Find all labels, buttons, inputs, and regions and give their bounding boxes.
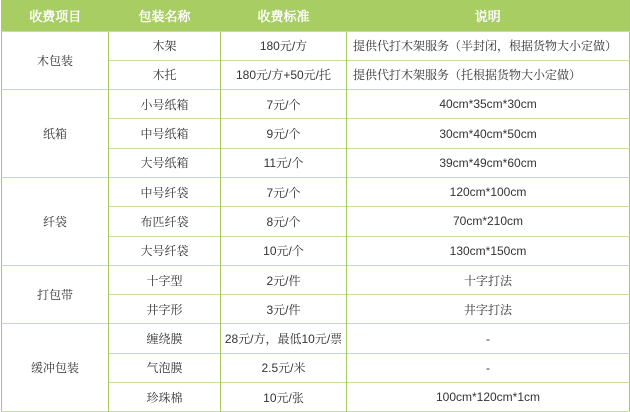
package-name-cell: 大号纸箱 [109,148,221,177]
note-cell: 提供代打木架服务（半封闭，根据货物大小定做） [347,31,630,60]
note-cell: 井字打法 [347,295,630,324]
column-header-package-name: 包装名称 [109,0,221,31]
price-cell: 2.5元/米 [221,353,347,382]
note-cell: 100cm*120cm*1cm [347,383,630,412]
price-cell: 7元/个 [221,177,347,206]
note-cell: 提供代打木架服务（托根据货物大小定做） [347,60,630,89]
note-cell: 30cm*40cm*50cm [347,119,630,148]
table-header-row [2,0,630,31]
column-header-note: 说明 [347,0,630,31]
package-name-cell: 小号纸箱 [109,90,221,119]
note-cell: 十字打法 [347,265,630,294]
package-name-cell: 中号纤袋 [109,177,221,206]
note-cell: 120cm*100cm [347,177,630,206]
price-cell: 9元/个 [221,119,347,148]
package-name-cell: 布匹纤袋 [109,207,221,236]
price-cell: 8元/个 [221,207,347,236]
package-name-cell: 木托 [109,60,221,89]
fee-item-cell: 木包装 [2,31,109,90]
package-name-cell: 气泡膜 [109,353,221,382]
package-name-cell: 珍珠棉 [109,383,221,412]
package-name-cell: 中号纸箱 [109,119,221,148]
note-cell: 40cm*35cm*30cm [347,90,630,119]
fee-item-cell: 纸箱 [2,90,109,178]
package-name-cell: 井字形 [109,295,221,324]
package-name-cell: 木架 [109,31,221,60]
table-row [2,31,630,60]
price-cell: 7元/个 [221,90,347,119]
price-cell: 10元/个 [221,236,347,265]
table-row [2,324,630,353]
package-name-cell: 十字型 [109,265,221,294]
package-name-cell: 缠绕膜 [109,324,221,353]
price-cell: 10元/张 [221,383,347,412]
fee-item-cell: 缓冲包装 [2,324,109,412]
note-cell: 70cm*210cm [347,207,630,236]
fee-item-cell: 纤袋 [2,177,109,265]
package-name-cell: 大号纤袋 [109,236,221,265]
packaging-fee-table [1,0,630,412]
price-cell: 28元/方，最低10元/票 [221,324,347,353]
note-cell: - [347,353,630,382]
price-cell: 180元/方+50元/托 [221,60,347,89]
price-cell: 180元/方 [221,31,347,60]
note-cell: 130cm*150cm [347,236,630,265]
price-cell: 3元/件 [221,295,347,324]
table-row [2,265,630,294]
note-cell: 39cm*49cm*60cm [347,148,630,177]
note-cell: - [347,324,630,353]
table-row [2,90,630,119]
column-header-fee-standard: 收费标准 [221,0,347,31]
column-header-fee-item: 收费项目 [2,0,109,31]
fee-item-cell: 打包带 [2,265,109,324]
price-cell: 11元/个 [221,148,347,177]
table-row [2,177,630,206]
price-cell: 2元/件 [221,265,347,294]
